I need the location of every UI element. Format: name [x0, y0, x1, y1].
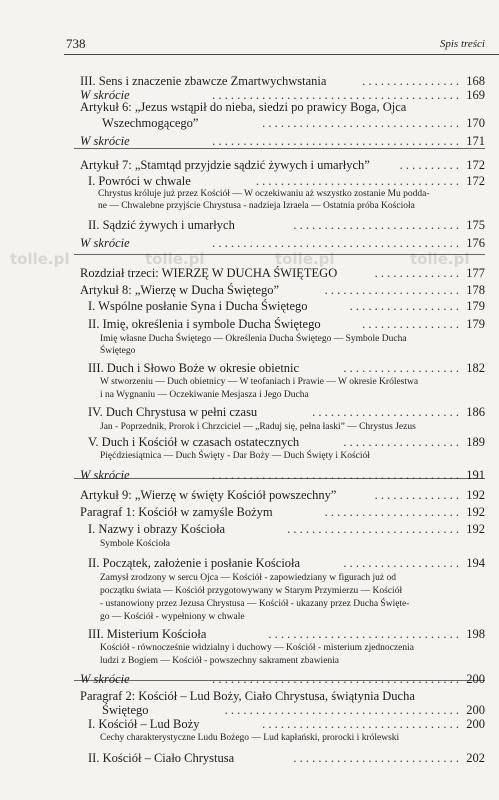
- leader-dots: . . . . . . . . . . . . . . . . . . . . . . . . . . . . . . . . . . . . . . . .: [212, 672, 459, 686]
- page-number: 738: [66, 36, 86, 51]
- toc-entry[interactable]: [80, 100, 485, 114]
- toc-entry[interactable]: [80, 283, 485, 297]
- leader-dots: . . . . . . . . . . . . . . . . . . . . . . . . . . . . . . . . . . . . . .: [224, 703, 459, 717]
- leader-dots: . . . . . . . . . . . . . . . . . . . . . .: [324, 283, 459, 297]
- toc-entry-label: II. Imię, określenia i symbole Ducha Świętego: [88, 317, 321, 331]
- toc-page-number: 200: [466, 703, 485, 717]
- toc-summary-line: Zamysł zrodzony w sercu Ojca — Kościół - zapowiedziany w figurach już od: [100, 573, 396, 583]
- toc-entry-label: III. Duch i Słowo Boże w okresie obietnic: [88, 361, 300, 375]
- leader-dots: . . . . . . . . . . . . . . . . . . . . . . . . . . . . . . . . .: [255, 174, 459, 188]
- toc-entry-label: II. Sądzić żywych i umarłych: [88, 218, 235, 232]
- toc-entry-label: Wszechmogącego”: [102, 116, 199, 130]
- section-divider: [74, 254, 485, 255]
- toc-page-number: 192: [466, 505, 485, 519]
- toc-page-number: 170: [466, 116, 485, 130]
- toc-summary-line: Chrystus króluje już przez Kościół — W oczekiwaniu aż wszystko zostanie Mu podda-: [98, 189, 430, 199]
- toc-page-number: 192: [466, 488, 485, 502]
- toc-entry[interactable]: [80, 158, 485, 172]
- toc-summary-line: początku świata — Kościół przygotowywany w Starym Przymierzu — Kościół: [100, 586, 403, 596]
- toc-entry-label: I. Wspólne posłanie Syna i Ducha Świętego: [88, 299, 308, 313]
- toc-entry[interactable]: [80, 361, 485, 375]
- toc-entry-label: W skrócie: [80, 88, 130, 102]
- toc-entry-label: W skrócie: [80, 236, 130, 250]
- toc-entry[interactable]: [80, 116, 485, 130]
- toc-entry[interactable]: [80, 717, 485, 731]
- toc-entry[interactable]: [80, 266, 485, 280]
- toc-entry-label: W skrócie: [80, 468, 130, 482]
- toc-summary-line: - ustanowiony przez Jezusa Chrystusa — Kościół - ukazany przez Ducha Święte-: [100, 599, 410, 609]
- leader-dots: . . . . . . . . . . . . . . . . . . . . . . . . . . . . . . . . . . . . . . . .: [212, 468, 459, 482]
- toc-entry-label: II. Początek, założenie i posłanie Kościoła: [88, 556, 301, 570]
- toc-page-number: 177: [466, 266, 485, 280]
- toc-page-number: 168: [466, 74, 485, 88]
- toc-entry[interactable]: [80, 488, 485, 502]
- toc-page-number: 200: [466, 672, 485, 686]
- leader-dots: . . . . . . . . . . . . . . . . . . .: [343, 361, 459, 375]
- leader-dots: . . . . . . . . . . . . . . . . . . . . . . . . . . . . . . . .: [262, 116, 459, 130]
- toc-entry-label: II. Kościół – Ciało Chrystusa: [88, 751, 235, 765]
- leader-dots: . . . . . . . . . . . . . . . . . . . . . . . .: [312, 405, 459, 419]
- toc-page-number: 192: [466, 522, 485, 536]
- toc-summary-line: Imię własne Ducha Świętego — Określenia Ducha Świętego — Symbole Ducha: [100, 334, 407, 344]
- leader-dots: . . . . . . . . . . . . . . . . . .: [349, 299, 459, 313]
- toc-entry[interactable]: [80, 751, 485, 765]
- toc-entry-label: Artykuł 9: „Wierzę w święty Kościół powszechny”: [80, 488, 337, 502]
- leader-dots: . . . . . . . . . . . . . . . . . . . . . . . . . . .: [293, 218, 459, 232]
- toc-page-number: 171: [466, 134, 485, 148]
- leader-dots: . . . . . . . . . . . . . . . . . . . . . .: [324, 505, 459, 519]
- toc-entry-label: I. Powróci w chwale: [88, 174, 191, 188]
- toc-entry-label: III. Misterium Kościoła: [88, 627, 207, 641]
- toc-page-number: 194: [466, 556, 485, 570]
- leader-dots: . . . . . . . . . . . . . . . . . . . . . . . . . . . . . . . . . . . . . . . .: [212, 134, 459, 148]
- toc-summary-line: Jan - Poprzednik, Prorok i Chrzciciel — „Raduj się, pełna łaski” — Chrystus Jezus: [100, 422, 416, 432]
- toc-page-number: 172: [466, 174, 485, 188]
- toc-entry-label: Artykuł 6: „Jezus wstąpił do nieba, siedzi po prawicy Boga, Ojca: [80, 100, 407, 114]
- toc-entry[interactable]: [80, 317, 485, 331]
- toc-entry[interactable]: [80, 689, 485, 703]
- toc-page-number: 202: [466, 751, 485, 765]
- watermark: tolle.pl: [410, 250, 470, 268]
- leader-dots: . . . . . . . . . . . . . . . . . . . . . . . . . . .: [293, 751, 459, 765]
- toc-entry-label: I. Kościół – Lud Boży: [88, 717, 200, 731]
- toc-page-number: 200: [466, 717, 485, 731]
- toc-entry[interactable]: [80, 672, 485, 686]
- toc-summary-line: Symbole Kościoła: [100, 539, 170, 549]
- leader-dots: . . . . . . . . . . . . . .: [374, 266, 459, 280]
- toc-entry[interactable]: [80, 468, 485, 482]
- leader-dots: . . . . . . . . . . . . . . . . . . .: [343, 556, 459, 570]
- leader-dots: . . . . . . . . . . . . . .: [374, 488, 459, 502]
- toc-entry[interactable]: [80, 299, 485, 313]
- toc-entry-label: Paragraf 2: Kościół – Lud Boży, Ciało Chrystusa, świątynia Ducha: [80, 689, 415, 703]
- toc-page-number: 172: [466, 158, 485, 172]
- toc-entry[interactable]: [80, 627, 485, 641]
- toc-summary-line: Pięćdziesiątnica — Duch Święty - Dar Boży — Duch Święty i Kościół: [100, 451, 370, 461]
- toc-page-number: 178: [466, 283, 485, 297]
- toc-entry[interactable]: [80, 556, 485, 570]
- leader-dots: . . . . . . . . . . . . . . . .: [362, 74, 459, 88]
- leader-dots: . . . . . . . . . . . . . . . . . . . . . . . . . . . . . . . .: [262, 717, 459, 731]
- toc-summary-line: i na Wygnaniu — Oczekiwanie Mesjasza i Jego Ducha: [100, 390, 309, 400]
- header-rule: [64, 54, 499, 55]
- toc-entry[interactable]: [80, 74, 485, 88]
- toc-entry-label: Paragraf 1: Kościół w zamyśle Bożym: [80, 505, 273, 519]
- watermark: tolle.pl: [275, 250, 335, 268]
- toc-summary-line: W stworzeniu — Duch obietnicy — W teofaniach i Prawie — W okresie Królestwa: [100, 377, 419, 387]
- toc-summary-line: Świętego: [100, 346, 136, 356]
- section-divider: [74, 148, 485, 149]
- running-title: Spis treści: [439, 38, 485, 50]
- toc-summary-line: Kościół - równocześnie widzialny i duchowy — Kościół - misterium zjednoczenia: [100, 643, 414, 653]
- watermark: tolle.pl: [10, 250, 70, 268]
- leader-dots: . . . . . . . . . . . . . . . .: [362, 317, 459, 331]
- toc-page-number: 191: [466, 468, 485, 482]
- toc-entry-label: W skrócie: [80, 672, 130, 686]
- leader-dots: . . . . . . . . . . . . . . . . . . . . . . . . . . . .: [287, 522, 459, 536]
- toc-entry-label: Rozdział trzeci: WIERZĘ W DUCHA ŚWIĘTEGO: [80, 266, 338, 280]
- toc-page-number: 176: [466, 236, 485, 250]
- toc-page-number: 186: [466, 405, 485, 419]
- toc-entry-label: Świętego: [102, 703, 149, 717]
- toc-page-number: 169: [466, 88, 485, 102]
- toc-page-number: 198: [466, 627, 485, 641]
- leader-dots: . . . . . . . . . . . . . . . . . . . . . . . . . . . . . . . . . . . . . . . .: [212, 88, 459, 102]
- toc-summary-line: Cechy charakterystyczne Ludu Bożego — Lud kapłański, prorocki i królewski: [100, 733, 400, 743]
- toc-page-number: 189: [466, 435, 485, 449]
- toc-entry[interactable]: [80, 703, 485, 717]
- toc-entry-label: IV. Duch Chrystusa w pełni czasu: [88, 405, 258, 419]
- toc-page-number: 179: [466, 317, 485, 331]
- toc-entry[interactable]: [80, 505, 485, 519]
- toc-page-number: 179: [466, 299, 485, 313]
- leader-dots: . . . . . . . . . . . . . . . . . . . . . . . . . . . . . . .: [268, 627, 459, 641]
- toc-entry[interactable]: [80, 522, 485, 536]
- leader-dots: . . . . . . . . . . . . . . . . . . .: [343, 435, 459, 449]
- toc-entry-label: W skrócie: [80, 134, 130, 148]
- toc-entry-label: Artykuł 8: „Wierzę w Ducha Świętego”: [80, 283, 280, 297]
- leader-dots: . . . . . . . . . . . . . . . . . . . . . . . . . . . . . . . . . . . . . . . .: [212, 236, 459, 250]
- toc-page-number: 182: [466, 361, 485, 375]
- toc-entry-label: Artykuł 7: „Stamtąd przyjdzie sądzić żywych i umarłych”: [80, 158, 370, 172]
- toc-entry-label: III. Sens i znaczenie zbawcze Zmartwychwstania: [80, 74, 327, 88]
- toc-entry[interactable]: [80, 405, 485, 419]
- watermark: tolle.pl: [145, 250, 205, 268]
- toc-summary-line: go — Kościół - wypełniony w chwale: [100, 612, 245, 622]
- leader-dots: . . . . . . . . . .: [399, 158, 459, 172]
- toc-entry[interactable]: [80, 218, 485, 232]
- toc-entry[interactable]: [80, 236, 485, 250]
- toc-entry[interactable]: [80, 174, 485, 188]
- toc-entry-label: I. Nazwy i obrazy Kościoła: [88, 522, 226, 536]
- toc-entry[interactable]: [80, 134, 485, 148]
- toc-summary-line: ne — Chwalebne przyjście Chrystusa - nadzieja Izraela — Ostatnia próba Kościoła: [98, 201, 415, 211]
- toc-page-number: 175: [466, 218, 485, 232]
- toc-summary-line: ludzi z Bogiem — Kościół - powszechny sakrament zbawienia: [100, 656, 340, 666]
- toc-entry[interactable]: [80, 435, 485, 449]
- toc-entry-label: V. Duch i Kościół w czasach ostatecznych: [88, 435, 300, 449]
